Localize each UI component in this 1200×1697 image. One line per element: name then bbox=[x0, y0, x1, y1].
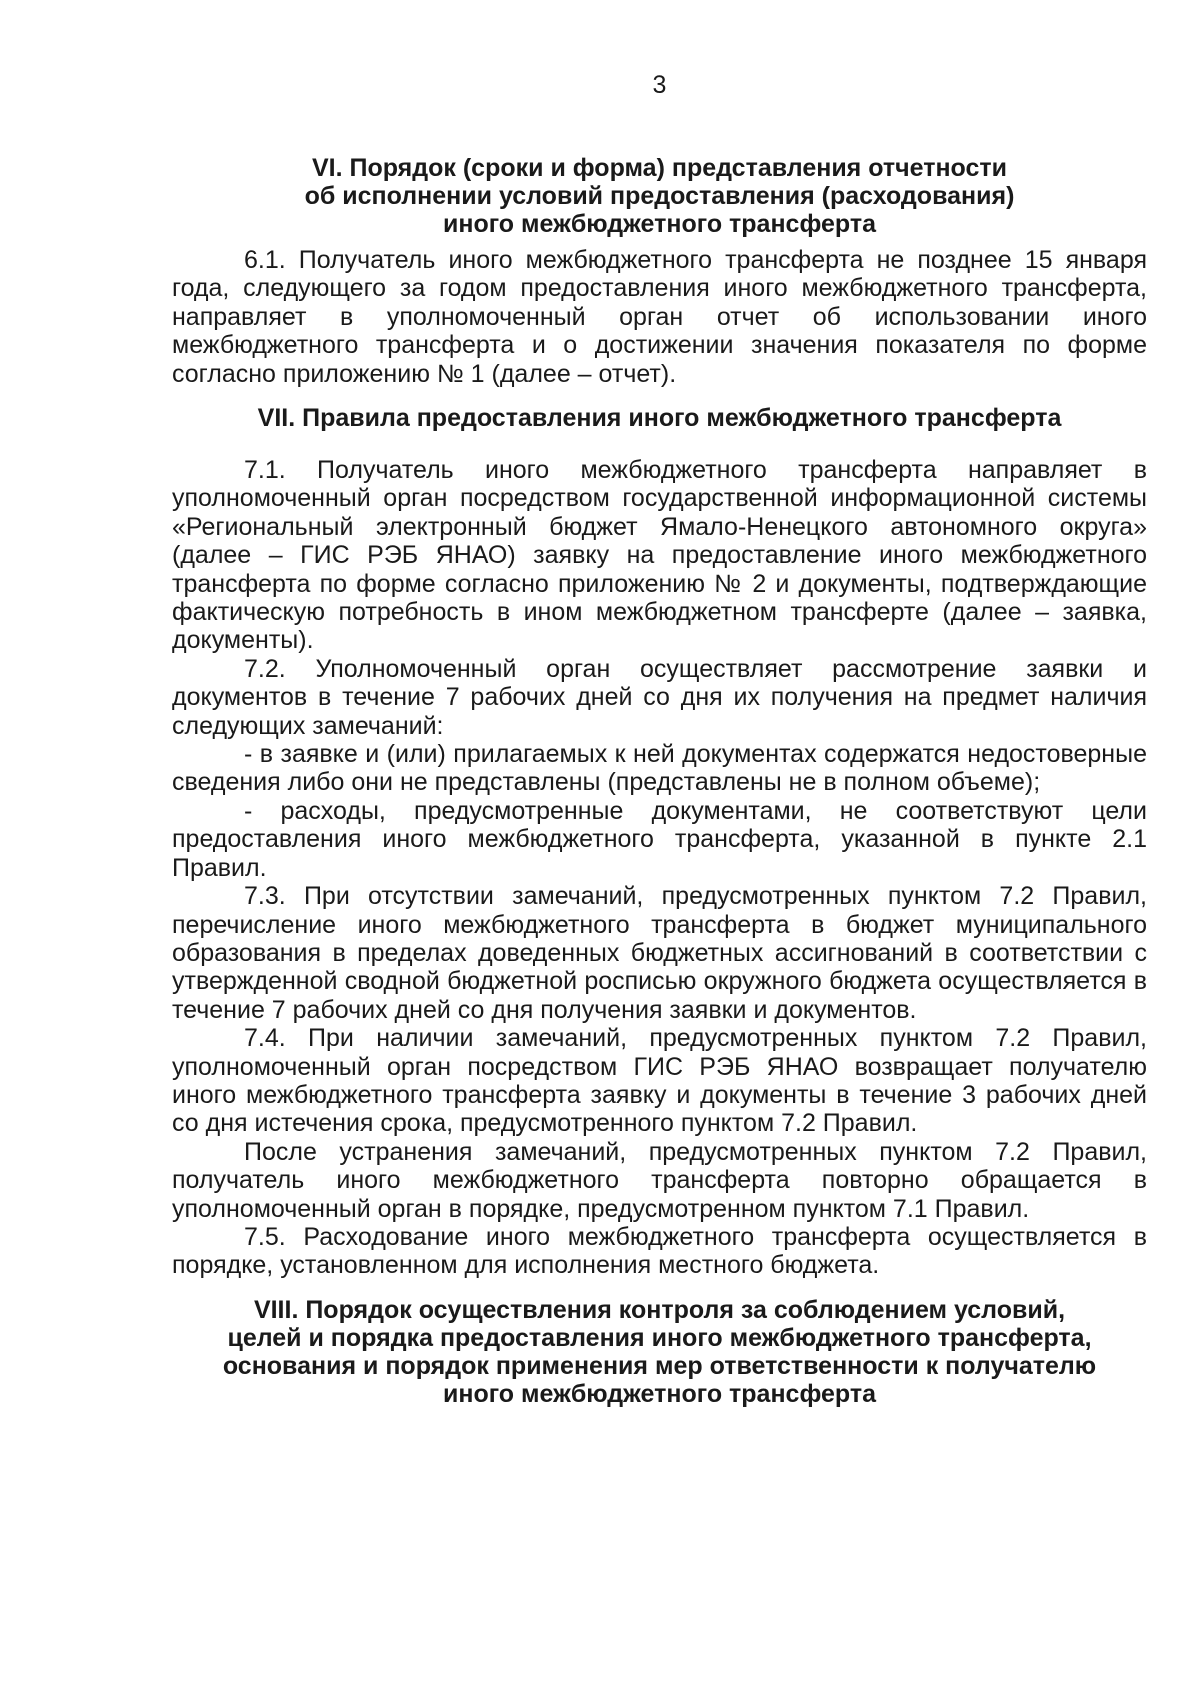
paragraph-7-1: 7.1. Получатель иного межбюджетного трансферта направляет в уполномоченный орган посредством государственной информационной системы «Региональный электронный бюджет Ямало-Ненецкого автономного округа» (далее – ГИС РЭБ ЯНАО) заявку на предоставление иного межбюджетного трансферта по форме согласно приложению № 2 и документы, подтверждающие фактическую потребность в ином межбюджетном трансферте (далее – заявка, документы). bbox=[172, 456, 1147, 655]
section-8-heading-line: основания и порядок применения мер ответственности к получателю bbox=[222, 1352, 1097, 1380]
section-8-heading-line: целей и порядка предоставления иного межбюджетного трансферта, bbox=[227, 1324, 1092, 1352]
section-7-body bbox=[172, 456, 1147, 1280]
paragraph-7-5: 7.5. Расходование иного межбюджетного трансферта осуществляется в порядке, установленном для исполнения местного бюджета. bbox=[172, 1222, 1147, 1280]
section-6-heading-line: иного межбюджетного трансферта bbox=[442, 210, 876, 238]
paragraph-7-2-item-2: - расходы, предусмотренные документами, не соответствуют цели предоставления иного межбюджетного трансферта, указанной в пункте 2.1 Правил. bbox=[172, 796, 1147, 882]
section-8-heading bbox=[172, 1296, 1147, 1408]
section-6-heading-line: VI. Порядок (сроки и форма) представления отчетности bbox=[311, 154, 1008, 182]
section-7-heading-line: VII. Правила предоставления иного межбюджетного трансферта bbox=[257, 404, 1062, 432]
section-6-heading-line: об исполнении условий предоставления (расходования) bbox=[304, 182, 1015, 210]
paragraph-7-3: 7.3. При отсутствии замечаний, предусмотренных пунктом 7.2 Правил, перечисление иного межбюджетного трансферта в бюджет муниципального образования в пределах доведенных бюджетных ассигнований в соответствии с утвержденной сводной бюджетной росписью окружного бюджета осуществляется в течение 7 рабочих дней со дня получения заявки и документов. bbox=[172, 882, 1147, 1024]
section-6-heading bbox=[172, 154, 1147, 238]
section-7-heading bbox=[172, 404, 1147, 432]
section-6-body bbox=[172, 246, 1147, 388]
paragraph-7-2: 7.2. Уполномоченный орган осуществляет рассмотрение заявки и документов в течение 7 рабочих дней со дня их получения на предмет наличия следующих замечаний: bbox=[172, 654, 1147, 740]
section-8-heading-line: VIII. Порядок осуществления контроля за соблюдением условий, bbox=[253, 1296, 1066, 1324]
paragraph-7-4-continued: После устранения замечаний, предусмотренных пунктом 7.2 Правил, получатель иного межбюджетного трансферта повторно обращается в уполномоченный орган в порядке, предусмотренном пунктом 7.1 Правил. bbox=[172, 1137, 1147, 1223]
section-8-heading-line: иного межбюджетного трансферта bbox=[442, 1380, 876, 1408]
page-number: 3 bbox=[652, 71, 667, 99]
paragraph-6-1: 6.1. Получатель иного межбюджетного трансферта не позднее 15 января года, следующего за годом предоставления иного межбюджетного трансферта, направляет в уполномоченный орган отчет об использовании иного межбюджетного трансферта и о достижении значения показателя по форме согласно приложению № 1 (далее – отчет). bbox=[172, 246, 1147, 388]
paragraph-7-2-item-1: - в заявке и (или) прилагаемых к ней документах содержатся недостоверные сведения либо они не представлены (представлены не в полном объеме); bbox=[172, 740, 1147, 797]
paragraph-7-4: 7.4. При наличии замечаний, предусмотренных пунктом 7.2 Правил, уполномоченный орган посредством ГИС РЭБ ЯНАО возвращает получателю иного межбюджетного трансферта заявку и документы в течение 3 рабочих дней со дня истечения срока, предусмотренного пунктом 7.2 Правил. bbox=[172, 1024, 1147, 1138]
